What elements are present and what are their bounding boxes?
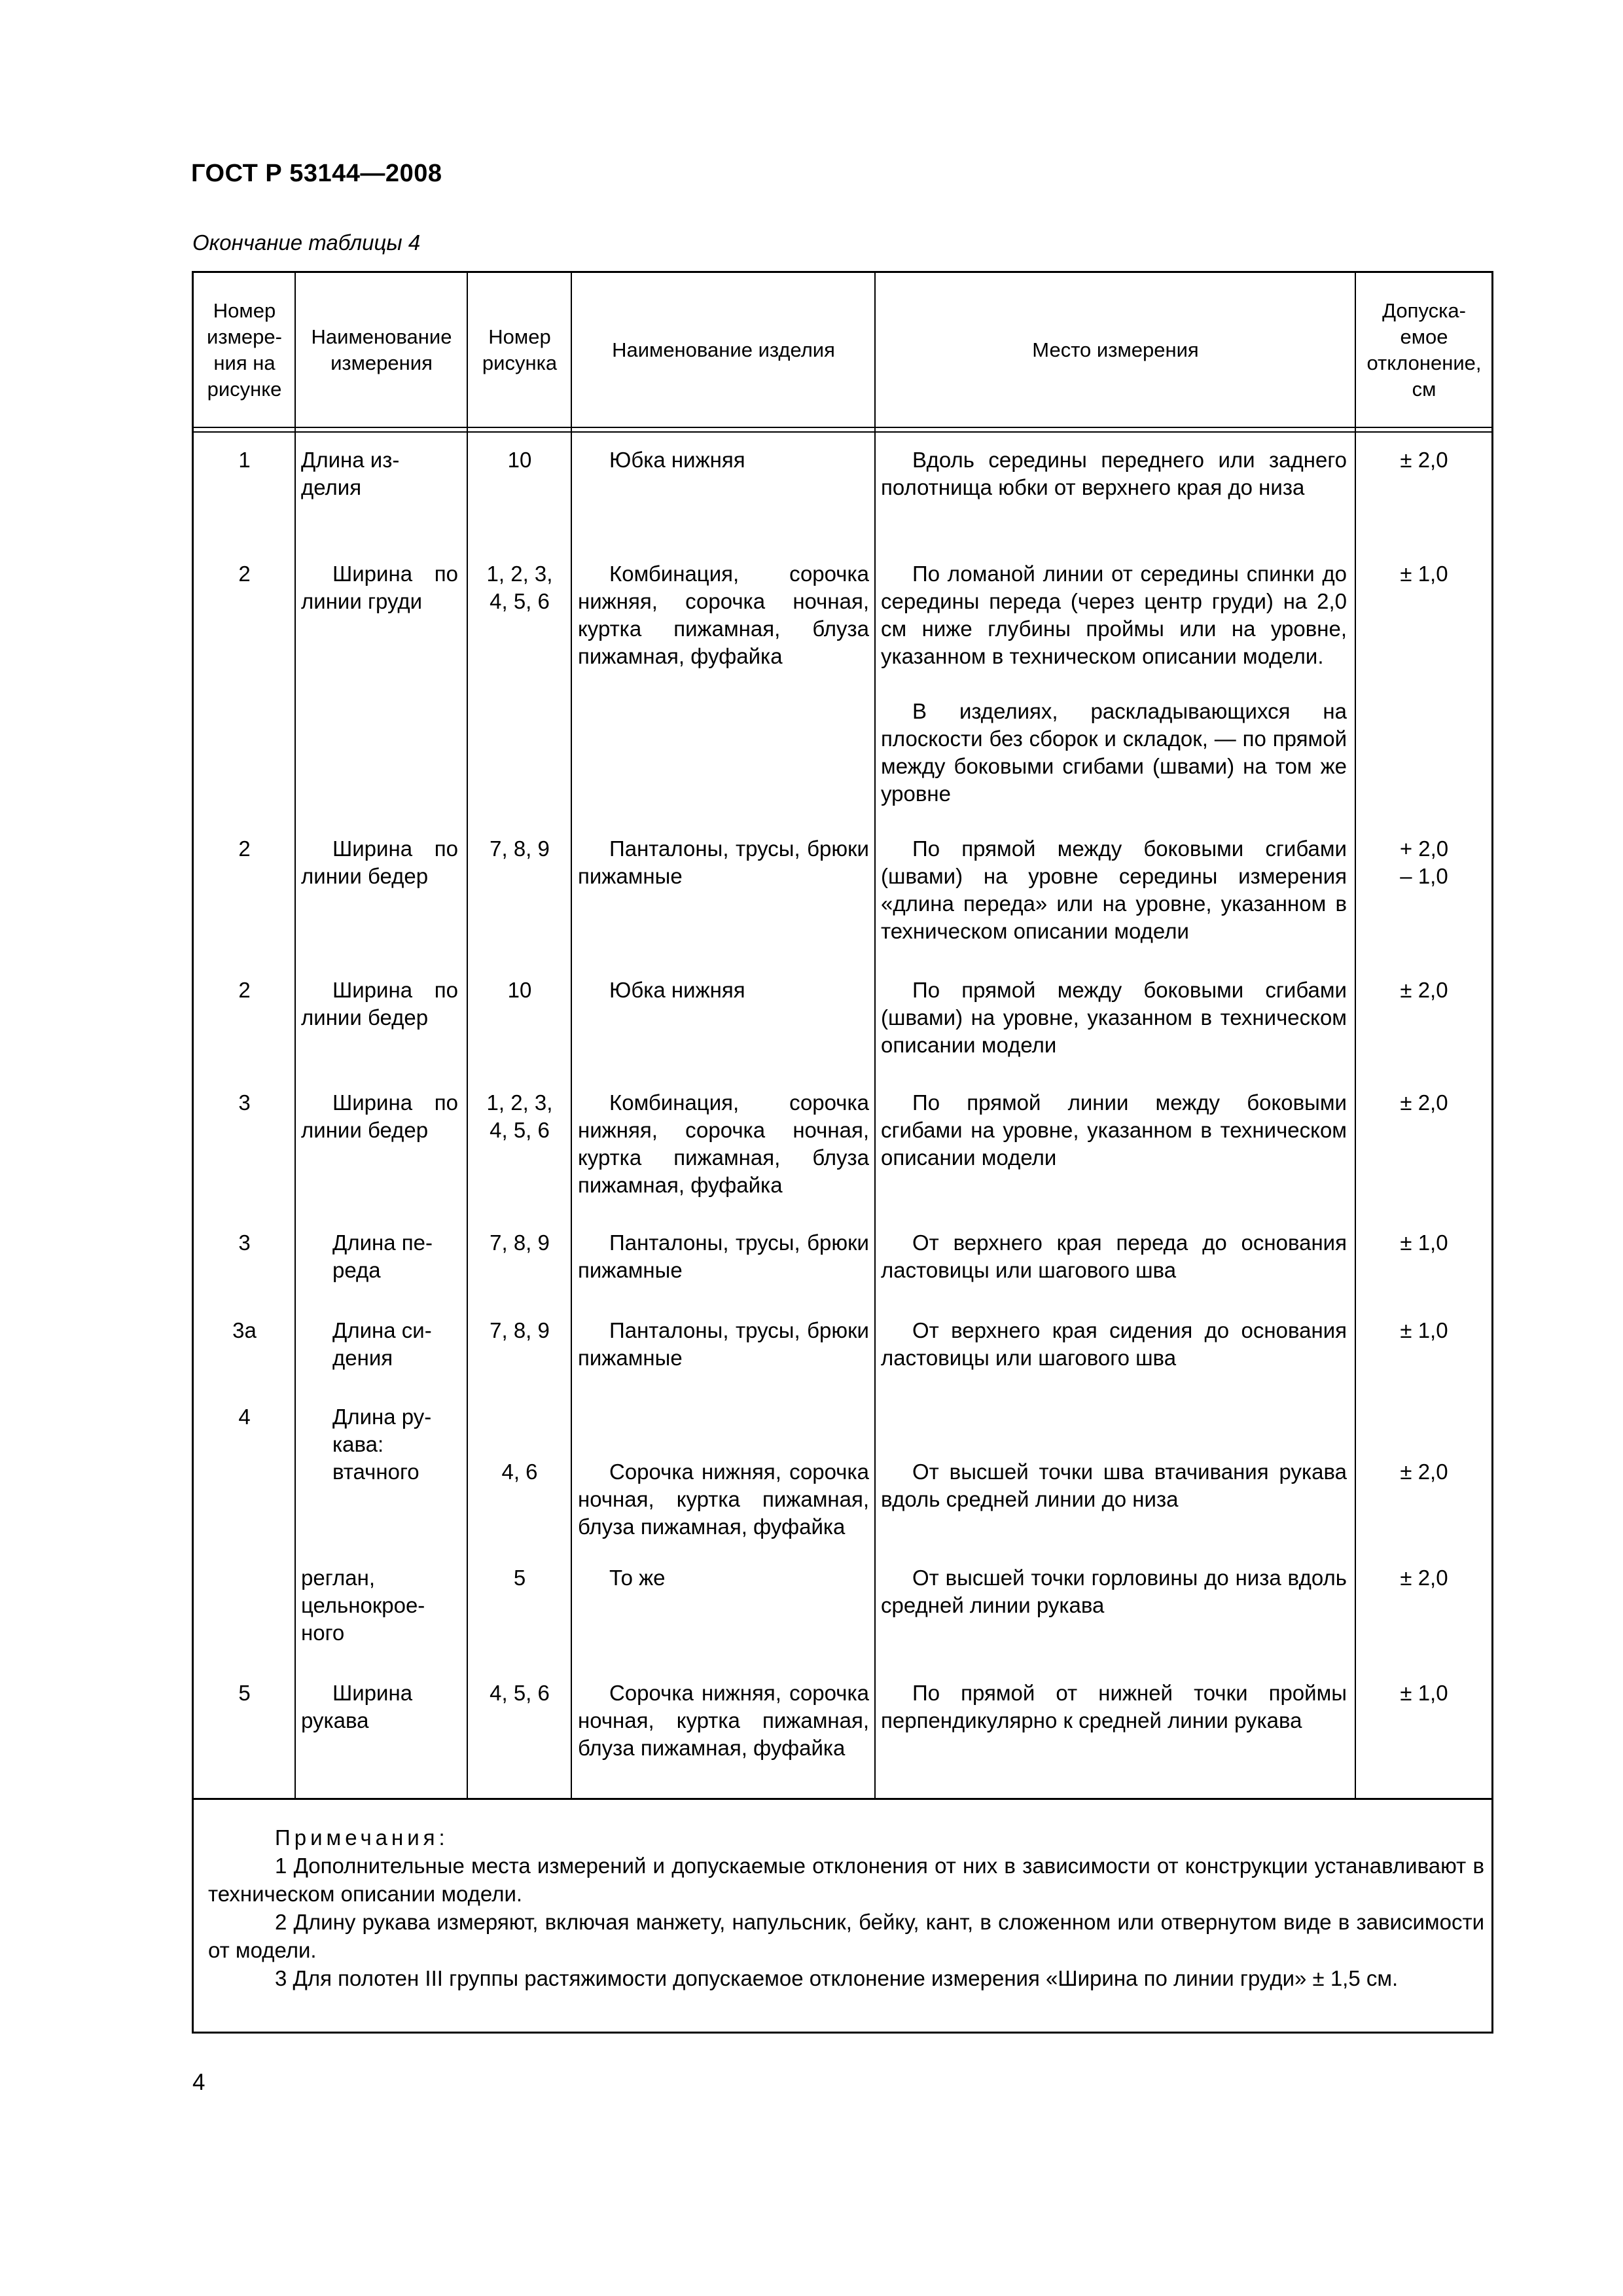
cell-measurement-place: По прямой от нижней точки проймы перпендикулярно к средней линии рукава — [881, 1681, 1347, 1732]
cell-tolerance: ± 2,0 — [1400, 1460, 1448, 1484]
cell-measurement-name: Длина пе- реда — [332, 1230, 433, 1282]
table-header-measurement-number: Номер измере- ния на рисунке — [207, 299, 282, 401]
cell-measurement-number: 5 — [238, 1681, 251, 1705]
cell-tolerance: ± 1,0 — [1400, 1681, 1448, 1705]
cell-item-name: Панталоны, трусы, брюки пижамные — [578, 1230, 869, 1282]
cell-measurement-place: От высшей точки горловины до низа вдоль средней линии рукава — [881, 1566, 1347, 1617]
cell-item-name: Юбка нижняя — [609, 448, 745, 472]
doc-title: ГОСТ Р 53144—2008 — [191, 160, 442, 187]
column-divider — [294, 271, 296, 1799]
cell-figure-number: 7, 8, 9 — [490, 836, 550, 861]
cell-measurement-place: От верхнего края сидения до основания ластовицы или шагового шва — [881, 1318, 1347, 1370]
note-item: 2 Длину рукава измеряют, включая манжету, напульсник, бейку, кант, в сложенном или отвернутом виде в зависимости от модели. — [208, 1910, 1484, 1962]
cell-item-name: Юбка нижняя — [609, 978, 745, 1002]
cell-tolerance: ± 1,0 — [1400, 1318, 1448, 1342]
cell-tolerance: ± 2,0 — [1400, 978, 1448, 1002]
cell-figure-number: 4, 6 — [501, 1460, 538, 1484]
cell-measurement-place: От верхнего края переда до основания ластовицы или шагового шва — [881, 1230, 1347, 1282]
cell-item-name: Сорочка нижняя, сорочка ночная, куртка пижамная, блуза пижамная, фуфайка — [578, 1460, 869, 1539]
table-notes — [208, 1823, 1484, 1992]
header-rule — [192, 431, 1493, 433]
cell-figure-number: 10 — [507, 448, 532, 472]
cell-item-name: Панталоны, трусы, брюки пижамные — [578, 836, 869, 888]
cell-measurement-name: Ширина по линии груди — [301, 562, 458, 613]
cell-measurement-number: 2 — [238, 836, 251, 861]
cell-measurement-name: Длина ру- кава: — [332, 1405, 432, 1456]
table-header-tolerance: Допуска- емое отклонение, см — [1366, 299, 1482, 401]
cell-figure-number: 10 — [507, 978, 532, 1002]
cell-tolerance: ± 1,0 — [1400, 1230, 1448, 1255]
cell-figure-number: 1, 2, 3, 4, 5, 6 — [486, 562, 553, 613]
cell-item-name: Комбинация, сорочка нижняя, сорочка ночная, куртка пижамная, блуза пижамная, фуфайка — [578, 1090, 869, 1197]
page-number: 4 — [192, 2070, 205, 2095]
table-header-measurement-place: Место измерения — [1032, 338, 1199, 361]
cell-tolerance: ± 2,0 — [1400, 1090, 1448, 1115]
cell-measurement-number: 3 — [238, 1090, 251, 1115]
cell-measurement-name: Длина из- делия — [301, 448, 400, 499]
note-item: 1 Дополнительные места измерений и допускаемые отклонения от них в зависимости от конструкции устанавливают в техническом описании модели. — [208, 1854, 1484, 1906]
cell-measurement-number: 1 — [238, 448, 251, 472]
cell-tolerance: ± 2,0 — [1400, 1566, 1448, 1590]
cell-measurement-name: Ширина рукава — [301, 1681, 413, 1732]
cell-measurement-name: Ширина по линии бедер — [301, 978, 458, 1030]
cell-measurement-place-continued: В изделиях, раскладывающихся на плоскости без сборок и складок, — по прямой между боковыми сгибами (швами) на том же уровне — [881, 699, 1347, 806]
cell-measurement-number: 2 — [238, 978, 251, 1002]
cell-item-name: Панталоны, трусы, брюки пижамные — [578, 1318, 869, 1370]
cell-measurement-number: 2 — [238, 562, 251, 586]
notes-heading: Примечания: — [275, 1825, 449, 1850]
cell-measurement-number: 4 — [238, 1405, 251, 1429]
cell-figure-number: 7, 8, 9 — [490, 1230, 550, 1255]
cell-item-name: То же — [609, 1566, 666, 1590]
cell-measurement-place: По прямой между боковыми сгибами (швами) на уровне середины измерения «длина переда» или на уровне, указанном в техническом описании модели — [881, 836, 1347, 943]
table-header-item-name: Наименование изделия — [612, 338, 835, 361]
cell-tolerance: ± 1,0 — [1400, 562, 1448, 586]
note-item: 3 Для полотен III группы растяжимости допускаемое отклонение измерения «Ширина по линии груди» ± 1,5 см. — [275, 1966, 1399, 1990]
cell-measurement-name: Ширина по линии бедер — [301, 1090, 458, 1142]
cell-measurement-name: Ширина по линии бедер — [301, 836, 458, 888]
table-header-figure-number: Номер рисунка — [482, 325, 558, 374]
cell-figure-number: 7, 8, 9 — [490, 1318, 550, 1342]
cell-item-name: Сорочка нижняя, сорочка ночная, куртка пижамная, блуза пижамная, фуфайка — [578, 1681, 869, 1760]
cell-measurement-place: По ломаной линии от середины спинки до середины переда (через центр груди) на 2,0 см ниже глубины проймы или на уровне, указанном в техническом описании модели. — [881, 562, 1347, 668]
cell-tolerance: ± 2,0 — [1400, 448, 1448, 472]
column-divider — [874, 271, 876, 1799]
cell-figure-number: 4, 5, 6 — [490, 1681, 550, 1705]
cell-measurement-place: По прямой между боковыми сгибами (швами) на уровне, указанном в техническом описании модели — [881, 978, 1347, 1057]
cell-measurement-place: От высшей точки шва втачивания рукава вдоль средней линии до низа — [881, 1460, 1347, 1511]
cell-measurement-name: Длина си- дения — [332, 1318, 432, 1370]
cell-measurement-place: По прямой линии между боковыми сгибами на уровне, указанном в техническом описании модели — [881, 1090, 1347, 1170]
table-caption: Окончание таблицы 4 — [192, 230, 421, 255]
cell-figure-number: 5 — [513, 1566, 526, 1590]
cell-measurement-name: реглан, цельнокрое- ного — [301, 1566, 425, 1645]
cell-measurement-number: 3 — [238, 1230, 251, 1255]
cell-figure-number: 1, 2, 3, 4, 5, 6 — [486, 1090, 553, 1142]
cell-tolerance: + 2,0 – 1,0 — [1399, 836, 1449, 888]
table-header-measurement-name: Наименование измерения — [311, 325, 452, 374]
cell-measurement-number: 3а — [232, 1318, 257, 1342]
cell-measurement-name: втачного — [332, 1460, 419, 1484]
cell-item-name: Комбинация, сорочка нижняя, сорочка ночная, куртка пижамная, блуза пижамная, фуфайка — [578, 562, 869, 668]
notes-rule — [192, 1798, 1493, 1800]
cell-measurement-place: Вдоль середины переднего или заднего полотнища юбки от верхнего края до низа — [881, 448, 1347, 499]
